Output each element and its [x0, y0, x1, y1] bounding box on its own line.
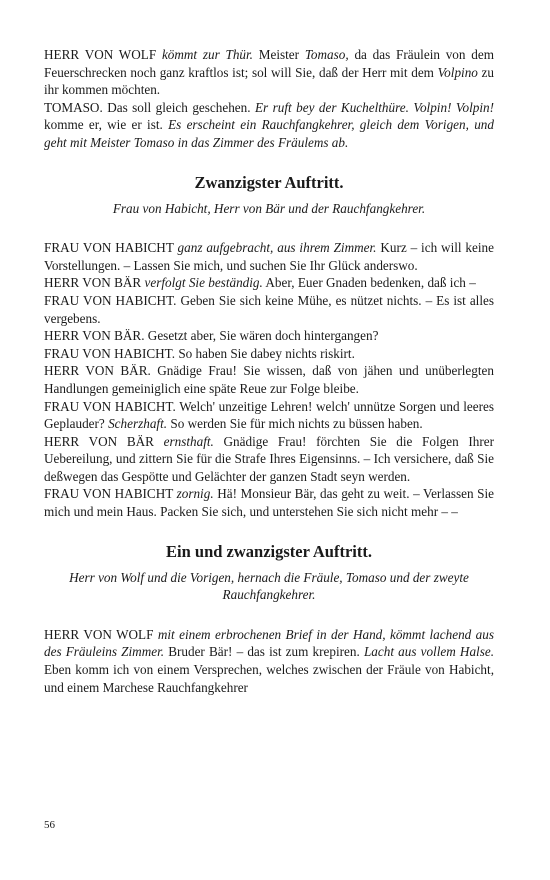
stage-direction: Scherzhaft.: [108, 416, 168, 432]
dialogue-paragraph: [44, 292, 494, 327]
text-page: [44, 46, 494, 696]
stage-direction: Es erscheint ein Rauchfangkehrer, gleich dem Vorigen, und geht mit Meister Tomaso in das Zimmer des Fräulems ab.: [44, 117, 494, 150]
stage-direction: ernsthaft.: [163, 433, 214, 449]
dialogue-paragraph: [44, 239, 494, 274]
speech-text: HERR VON BÄR: [44, 275, 145, 291]
speech-text: FRAU VON HABICHT: [44, 486, 177, 502]
speech-text: Hä! Monsieur Bär, das geht zu weit. – Verlassen Sie mich und mein Haus. Packen Sie sich, und unterstehen Sie sich nicht mehr – –: [44, 486, 494, 520]
dialogue-paragraph: [44, 485, 494, 520]
dialogue-paragraph: [44, 274, 494, 292]
stage-direction: ganz aufgebracht, aus ihrem Zimmer.: [177, 240, 377, 256]
speech-text: HERR VON WOLF: [44, 626, 158, 642]
scene-heading: Zwanzigster Auftritt.: [194, 172, 344, 192]
dialogue-paragraph: [44, 99, 494, 152]
page-number: 56: [44, 819, 55, 831]
scene-heading: Ein und zwanzigster Auftritt.: [166, 541, 372, 561]
speech-text: FRAU VON HABICHT. Geben Sie sich keine Mühe, es nützet nichts. – Es ist alles vergebens.: [44, 292, 494, 326]
speech-text: HERR VON BÄR: [44, 433, 164, 449]
dialogue-paragraph: [44, 626, 494, 696]
stage-direction: Tomaso,: [304, 47, 349, 62]
speech-text: FRAU VON HABICHT: [44, 240, 178, 256]
speech-text: FRAU VON HABICHT. Welch' unzeitige Lehren! welch' unnütze Sorgen und leeres Geplauder?: [44, 398, 494, 432]
dialogue-paragraph: [44, 327, 494, 345]
stage-direction: verfolgt Sie beständig.: [144, 275, 263, 291]
speech-text: zu ihr kommen möchten.: [44, 64, 494, 98]
stage-direction: Lacht aus vollem Halse.: [363, 644, 494, 660]
speech-text: Eben komm ich von einem Versprechen, welches zwischen der Fräule von Habicht, und einem Marchese Rauchfangkehrer: [44, 662, 494, 695]
stage-direction: kömmt zur Thür.: [161, 47, 253, 62]
speech-text: So werden Sie für mich nichts zu büssen haben.: [167, 416, 423, 432]
stage-direction: zornig.: [176, 486, 214, 502]
dialogue-paragraph: [44, 398, 494, 433]
stage-direction: Volpino: [437, 64, 478, 80]
speech-text: TOMASO. Das soll gleich geschehen.: [44, 99, 255, 115]
stage-direction: mit einem erbrochenen Brief in der Hand, kömmt lachend aus des Fräuleins Zimmer.: [44, 626, 494, 660]
dialogue-paragraph: [44, 345, 494, 363]
speech-text: HERR VON BÄR. Gesetzt aber, Sie wären doch hintergangen?: [44, 328, 379, 344]
speech-text: Bruder Bär! – das ist zum krepiren.: [164, 644, 364, 660]
speech-text: FRAU VON HABICHT. So haben Sie dabey nichts riskirt.: [44, 345, 355, 361]
cast-list: Frau von Habicht, Herr von Bär und der Rauchfangkehrer.: [112, 200, 426, 216]
dialogue-paragraph: [44, 362, 494, 397]
speech-text: Aber, Euer Gnaden bedenken, daß ich –: [262, 275, 476, 291]
speech-text: HERR VON WOLF: [44, 47, 162, 62]
dialogue-paragraph: [44, 46, 494, 99]
speech-text: HERR VON BÄR. Gnädige Frau! Sie wissen, daß von jähen und unüberlegten Handlungen gemeiniglich eine späte Reue zur Folge bleibe.: [44, 363, 494, 396]
stage-direction: Er ruft bey der Kuchelthüre. Volpin! Volpin!: [255, 99, 494, 115]
cast-list: Herr von Wolf und die Vorigen, hernach die Fräule, Tomaso und der zweyte Rauchfangkehrer.: [69, 569, 469, 603]
speech-text: Kurz – ich will keine Vorstellungen. – Lassen Sie mich, und suchen Sie Ihr Glück anderswo.: [44, 240, 494, 273]
speech-text: komme er, wie er ist.: [44, 117, 169, 133]
dialogue-paragraph: [44, 433, 494, 486]
speech-text: Meister: [252, 47, 305, 62]
speech-text: da das Fräulein von dem Feuerschrecken noch ganz kraftlos ist; sol will Sie, daß der Herr mit dem: [44, 47, 494, 80]
speech-text: Gnädige Frau! förchten Sie die Folgen Ihrer Uebereilung, und zittern Sie für die Strafe Ihres Eigensinns. – Ich versichere, daß Sie deßwegen das Gespötte und Gelächter der ganzen Stadt seyn werden.: [44, 433, 494, 484]
